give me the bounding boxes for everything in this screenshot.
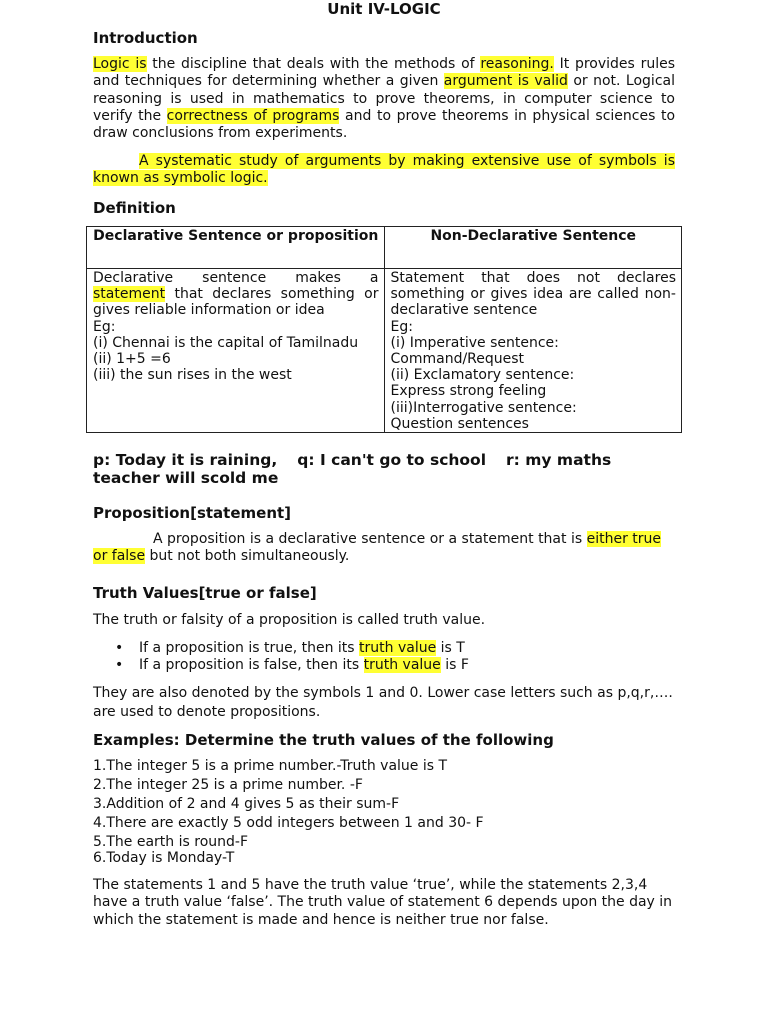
declarative-example-1: (i) Chennai is the capital of Tamilnadu bbox=[93, 334, 359, 351]
proposition-text-pre: A proposition is a declarative sentence or a statement that is bbox=[153, 531, 587, 547]
declarative-text-pre: Declarative sentence makes a bbox=[93, 270, 379, 286]
declarative-text-post: that declares something or gives reliable information or idea bbox=[93, 286, 379, 319]
declarative-example-3: (iii) the sun rises in the west bbox=[93, 367, 292, 384]
bullet-1-highlight: truth value bbox=[359, 640, 437, 656]
truth-values-intro: The truth or falsity of a proposition is called truth value. bbox=[93, 612, 486, 628]
examples-heading: Examples: Determine the truth values of the following bbox=[93, 731, 554, 749]
proposition-heading: Proposition[statement] bbox=[93, 504, 292, 522]
page-title: Unit IV-LOGIC bbox=[327, 0, 441, 18]
statement-r: r: my maths bbox=[506, 451, 612, 469]
definition-table bbox=[86, 226, 682, 433]
non-declarative-eg: Eg: bbox=[390, 318, 413, 335]
intro-seg-3: It provides rules and techniques for determining whether a given bbox=[93, 56, 676, 90]
statement-q: q: I can't go to school bbox=[297, 451, 487, 469]
declarative-text-highlight: statement bbox=[93, 286, 166, 303]
declarative-cell bbox=[87, 269, 385, 433]
statement-p: p: Today it is raining, bbox=[93, 451, 278, 469]
truth-value-bullets bbox=[93, 640, 469, 674]
intro-paragraph bbox=[93, 56, 675, 142]
non-declarative-line-1: (i) Imperative sentence: bbox=[390, 334, 559, 351]
intro-seg-0: Logic is bbox=[93, 56, 147, 72]
symbols-note: They are also denoted by the symbols 1 and 0. Lower case letters such as p,q,r,…. are used to denote propositions. bbox=[93, 685, 673, 720]
statement-r-continued: teacher will scold me bbox=[93, 469, 279, 487]
pqr-statements bbox=[93, 451, 675, 487]
truth-values-heading: Truth Values[true or false] bbox=[93, 584, 317, 602]
introduction-heading: Introduction bbox=[93, 29, 198, 47]
example-item-4: 4.There are exactly 5 odd integers between 1 and 30- F bbox=[93, 815, 484, 831]
bullet-2-pre: If a proposition is false, then its bbox=[139, 657, 364, 673]
examples-conclusion: The statements 1 and 5 have the truth value ‘true’, while the statements 2,3,4 have a truth value ‘false’. The truth value of statement 6 depends upon the day in which the statement is made and hence is neither true nor false. bbox=[93, 877, 673, 928]
non-declarative-header: Non-Declarative Sentence bbox=[384, 227, 682, 269]
example-item-2: 2.The integer 25 is a prime number. -F bbox=[93, 777, 363, 793]
intro-seg-6: correctness of programs bbox=[166, 107, 340, 124]
symbolic-logic-text: A systematic study of arguments by making extensive use of symbols is known as symbolic logic. bbox=[93, 153, 675, 187]
example-item-1: 1.The integer 5 is a prime number.-Truth value is T bbox=[93, 758, 448, 774]
intro-seg-7: and to prove theorems in physical sciences to draw conclusions from experiments. bbox=[93, 107, 676, 142]
proposition-text-highlight: either true or false bbox=[93, 531, 662, 565]
example-item-3: 3.Addition of 2 and 4 gives 5 as their sum-F bbox=[93, 796, 400, 812]
intro-seg-4: argument is valid bbox=[443, 73, 568, 90]
intro-seg-5: or not. Logical reasoning is used in mathematics to prove theorems, in computer science to verify the bbox=[93, 73, 675, 124]
non-declarative-cell bbox=[384, 269, 682, 433]
non-declarative-line-3: (ii) Exclamatory sentence: bbox=[390, 367, 575, 384]
bullet-item bbox=[93, 657, 469, 674]
non-declarative-line-2: Command/Request bbox=[390, 351, 525, 368]
declarative-example-2: (ii) 1+5 =6 bbox=[93, 351, 171, 368]
non-declarative-line-5: (iii)Interrogative sentence: bbox=[390, 399, 577, 416]
symbolic-logic-paragraph bbox=[93, 153, 675, 188]
declarative-eg: Eg: bbox=[93, 318, 116, 335]
bullet-1-post: is T bbox=[436, 640, 465, 656]
non-declarative-line-4: Express strong feeling bbox=[390, 383, 547, 400]
non-declarative-line-6: Question sentences bbox=[390, 415, 529, 432]
example-item-5: 5.The earth is round-F bbox=[93, 834, 248, 850]
example-item-6: 6.Today is Monday-T bbox=[93, 850, 235, 866]
bullet-2-post: is F bbox=[440, 657, 469, 673]
definition-heading: Definition bbox=[93, 199, 176, 217]
bullet-item bbox=[93, 640, 469, 657]
bullet-1-pre: If a proposition is true, then its bbox=[139, 640, 360, 656]
declarative-header: Declarative Sentence or proposition bbox=[87, 227, 385, 269]
proposition-text-post: but not both simultaneously. bbox=[145, 548, 350, 565]
declarative-description bbox=[93, 270, 379, 319]
non-declarative-description: Statement that does not declares something or gives idea are called non-declarative sentence bbox=[390, 270, 676, 319]
proposition-paragraph bbox=[93, 531, 675, 566]
intro-seg-2: reasoning. bbox=[480, 56, 554, 72]
bullet-2-highlight: truth value bbox=[363, 657, 441, 673]
intro-seg-1: the discipline that deals with the methods of bbox=[146, 56, 481, 72]
